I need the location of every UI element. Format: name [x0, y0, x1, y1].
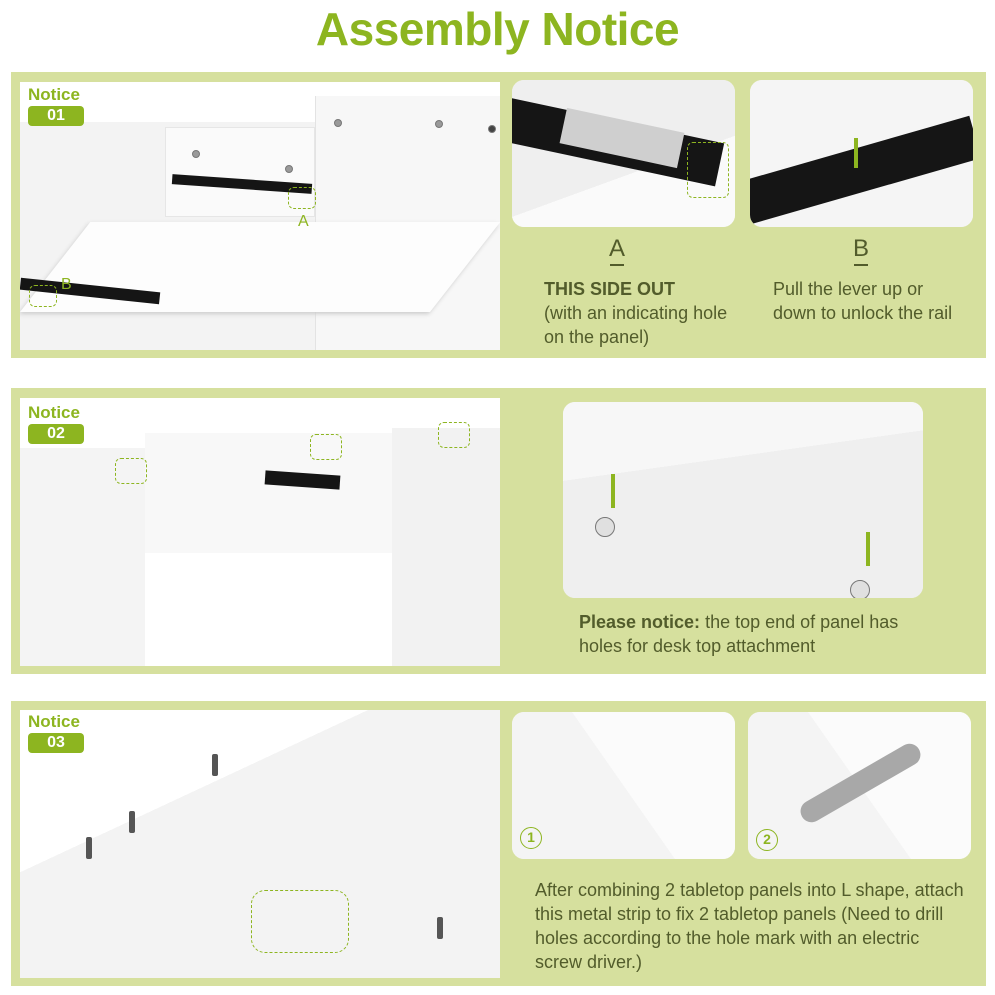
notice-tag: Notice 02	[28, 404, 88, 444]
notice-number-badge: 02	[28, 424, 84, 444]
tabletop-photo	[20, 710, 500, 978]
detail-letter-a: A	[602, 235, 632, 263]
dowel-pin	[212, 754, 218, 776]
hole-marker	[310, 434, 342, 460]
notice-panel-02	[11, 388, 986, 674]
detail-letter-b: B	[846, 235, 876, 263]
screw-icon	[850, 580, 870, 598]
hole-marker	[438, 422, 470, 448]
detail-caption-b: Pull the lever up or down to unlock the rail	[773, 279, 953, 323]
step-1-photo	[512, 712, 735, 859]
arrow-up-icon	[611, 474, 615, 508]
dowel-pin	[437, 917, 443, 939]
dowel-pin	[86, 837, 92, 859]
screw-icon	[435, 120, 443, 128]
detail-caption-a: THIS SIDE OUT (with an indicating hole on the panel)	[544, 279, 728, 347]
detail-photo-b	[750, 80, 973, 227]
screw-icon	[334, 119, 342, 127]
notice-tag: Notice 03	[28, 713, 88, 753]
detail-photo-a	[512, 80, 735, 227]
page-title: Assembly Notice	[315, 3, 680, 55]
dowel-pin	[129, 811, 135, 833]
step-number-2: 2	[756, 829, 778, 851]
step-number-1: 1	[520, 827, 542, 849]
callout-box-b	[29, 285, 57, 307]
joint-marker	[251, 890, 349, 953]
desk-frame-photo	[20, 398, 500, 666]
screw-icon	[192, 150, 200, 158]
arrow-up-icon	[866, 532, 870, 566]
callout-label-a: A	[298, 213, 309, 230]
notice-panel-03	[11, 701, 986, 986]
notice-number-badge: 01	[28, 106, 84, 126]
drawer-rail-photo	[20, 82, 500, 350]
screw-icon	[488, 125, 496, 133]
notice-panel-01	[11, 72, 986, 358]
callout-box-a-detail	[687, 142, 729, 198]
notice-number-badge: 03	[28, 733, 84, 753]
screw-icon	[285, 165, 293, 173]
step-2-photo	[748, 712, 971, 859]
panel-03-caption: After combining 2 tabletop panels into L shape, attach this metal strip to fix 2 tabletop panels (Need to drill holes according to the hole mark with an electric screw driver.)	[535, 880, 964, 972]
callout-box-a	[288, 187, 316, 209]
callout-label-b: B	[61, 276, 72, 293]
arrow-down-icon	[854, 138, 858, 168]
panel-top-holes-photo	[563, 402, 923, 598]
screw-icon	[595, 517, 615, 537]
panel-02-caption: Please notice: the top end of panel has holes for desk top attachment	[579, 612, 899, 656]
hole-marker	[115, 458, 147, 484]
notice-tag: Notice 01	[28, 86, 88, 126]
